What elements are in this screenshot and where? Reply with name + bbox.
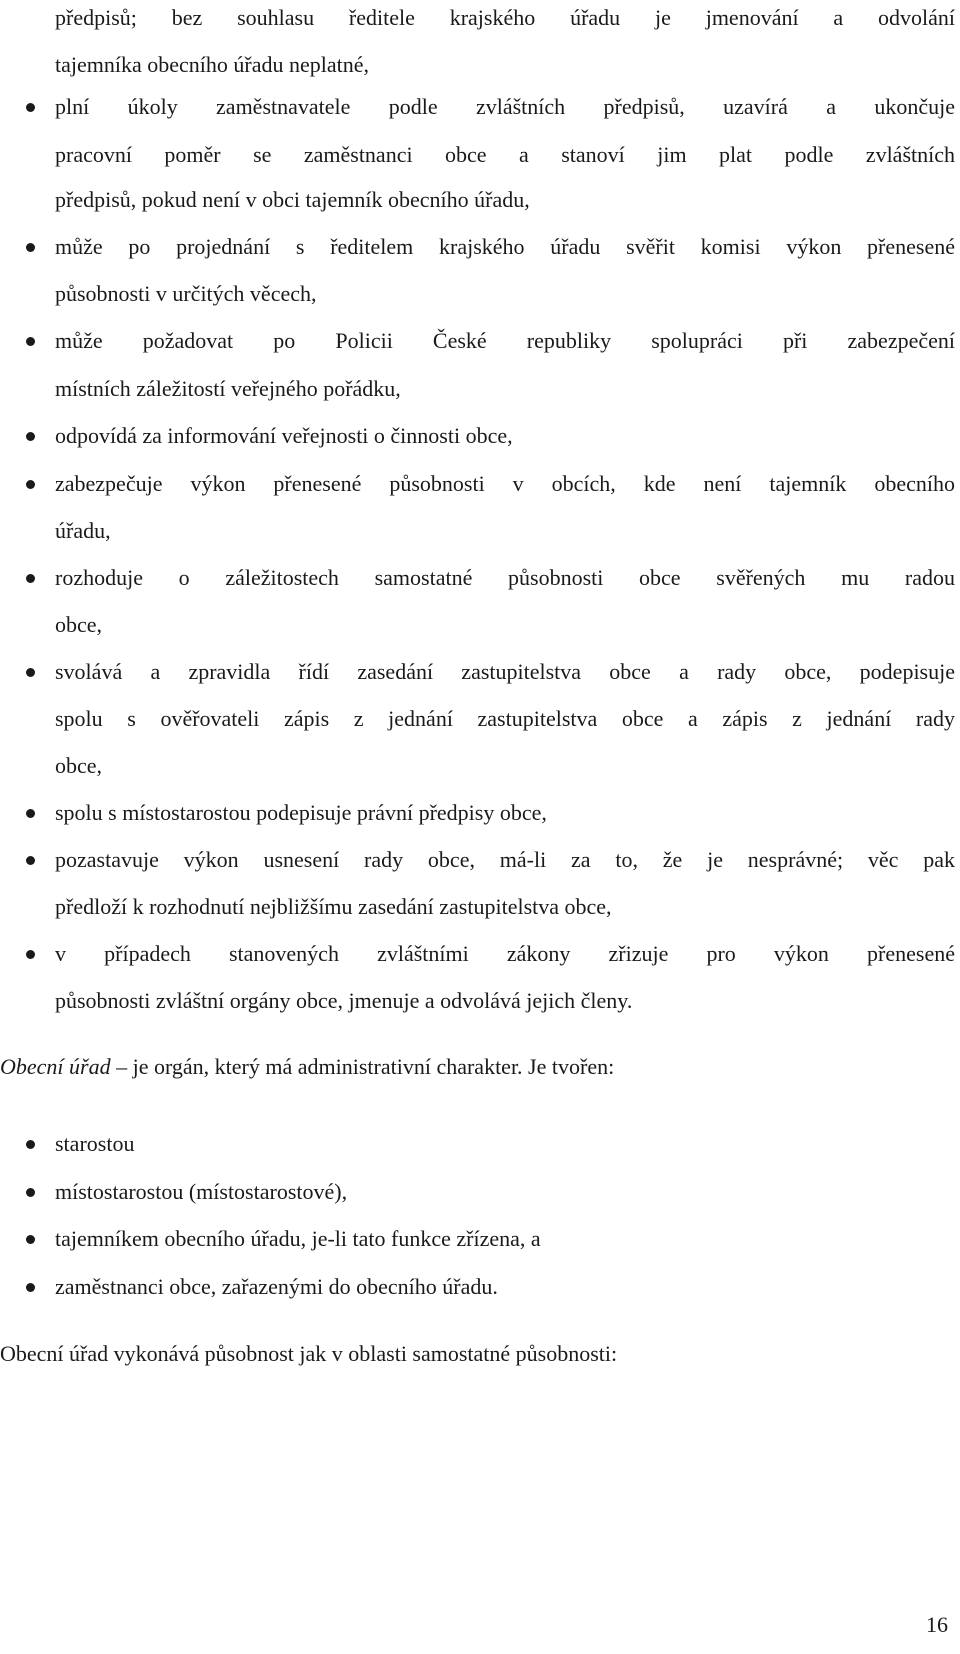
list-item-line: odpovídá za informování veřejnosti o činnosti obce,	[55, 423, 513, 448]
bullet-icon	[26, 103, 35, 112]
text-line: tajemníka obecního úřadu neplatné,	[55, 52, 369, 77]
page-number: 16	[926, 1612, 948, 1637]
list-item-line: může po projednání s ředitelem krajského úřadu svěřit komisi výkon přenesené	[55, 234, 955, 259]
list-item-line: rozhoduje o záležitostech samostatné působnosti obce svěřených mu radou	[55, 565, 955, 590]
list-item-line: v případech stanovených zvláštními zákony zřizuje pro výkon přenesené	[55, 941, 955, 966]
list-item-line: může požadovat po Policii České republiky spolupráci při zabezpečení	[55, 328, 955, 353]
list-item-line: plní úkoly zaměstnavatele podle zvláštních předpisů, uzavírá a ukončuje	[55, 94, 955, 119]
closing-paragraph: Obecní úřad vykonává působnost jak v oblasti samostatné působnosti:	[0, 1341, 618, 1366]
bullet-icon	[26, 809, 35, 818]
bullet-icon	[26, 856, 35, 865]
office-intro-text: – je orgán, který má administrativní charakter. Je tvořen:	[110, 1054, 615, 1079]
bullet-icon	[26, 243, 35, 252]
list-item-line: místostarostou (místostarostové),	[55, 1179, 348, 1204]
list-item-line: tajemníkem obecního úřadu, je-li tato funkce zřízena, a	[55, 1226, 541, 1251]
bullet-icon	[26, 1188, 35, 1197]
list-item-line: místních záležitostí veřejného pořádku,	[55, 376, 401, 401]
list-item-line: obce,	[55, 753, 103, 778]
bullet-icon	[26, 668, 35, 677]
list-item-line: spolu s místostarostou podepisuje právní předpisy obce,	[55, 800, 547, 825]
office-intro-paragraph	[0, 1052, 614, 1082]
list-item-line: zabezpečuje výkon přenesené působnosti v obcích, kde není tajemník obecního	[55, 471, 955, 496]
bullet-icon	[26, 574, 35, 583]
bullet-icon	[26, 337, 35, 346]
list-item-line: pozastavuje výkon usnesení rady obce, má-li za to, že je nesprávné; věc pak	[55, 847, 955, 872]
list-item-line: zaměstnanci obce, zařazenými do obecního úřadu.	[55, 1274, 498, 1299]
list-item-line: působnosti zvláštní orgány obce, jmenuje a odvolává jejich členy.	[55, 988, 633, 1013]
list-item-line: úřadu,	[55, 518, 111, 543]
bullet-icon	[26, 1140, 35, 1149]
list-item-line: pracovní poměr se zaměstnanci obce a stanoví jim plat podle zvláštních	[55, 142, 955, 167]
list-item-line: starostou	[55, 1131, 135, 1156]
list-item-line: působnosti v určitých věcech,	[55, 281, 317, 306]
bullet-icon	[26, 480, 35, 489]
list-item-line: obce,	[55, 612, 103, 637]
bullet-icon	[26, 950, 35, 959]
list-item-line: svolává a zpravidla řídí zasedání zastupitelstva obce a rady obce, podepisuje	[55, 659, 955, 684]
bullet-icon	[26, 1283, 35, 1292]
list-item-line: spolu s ověřovateli zápis z jednání zastupitelstva obce a zápis z jednání rady	[55, 706, 955, 731]
text-line: předpisů; bez souhlasu ředitele krajského úřadu je jmenování a odvolání	[55, 5, 955, 30]
list-item-line: předloží k rozhodnutí nejbližšímu zasedání zastupitelstva obce,	[55, 894, 612, 919]
office-term: Obecní úřad	[0, 1054, 111, 1079]
bullet-icon	[26, 1235, 35, 1244]
list-item-line: předpisů, pokud není v obci tajemník obecního úřadu,	[55, 187, 530, 212]
bullet-icon	[26, 432, 35, 441]
